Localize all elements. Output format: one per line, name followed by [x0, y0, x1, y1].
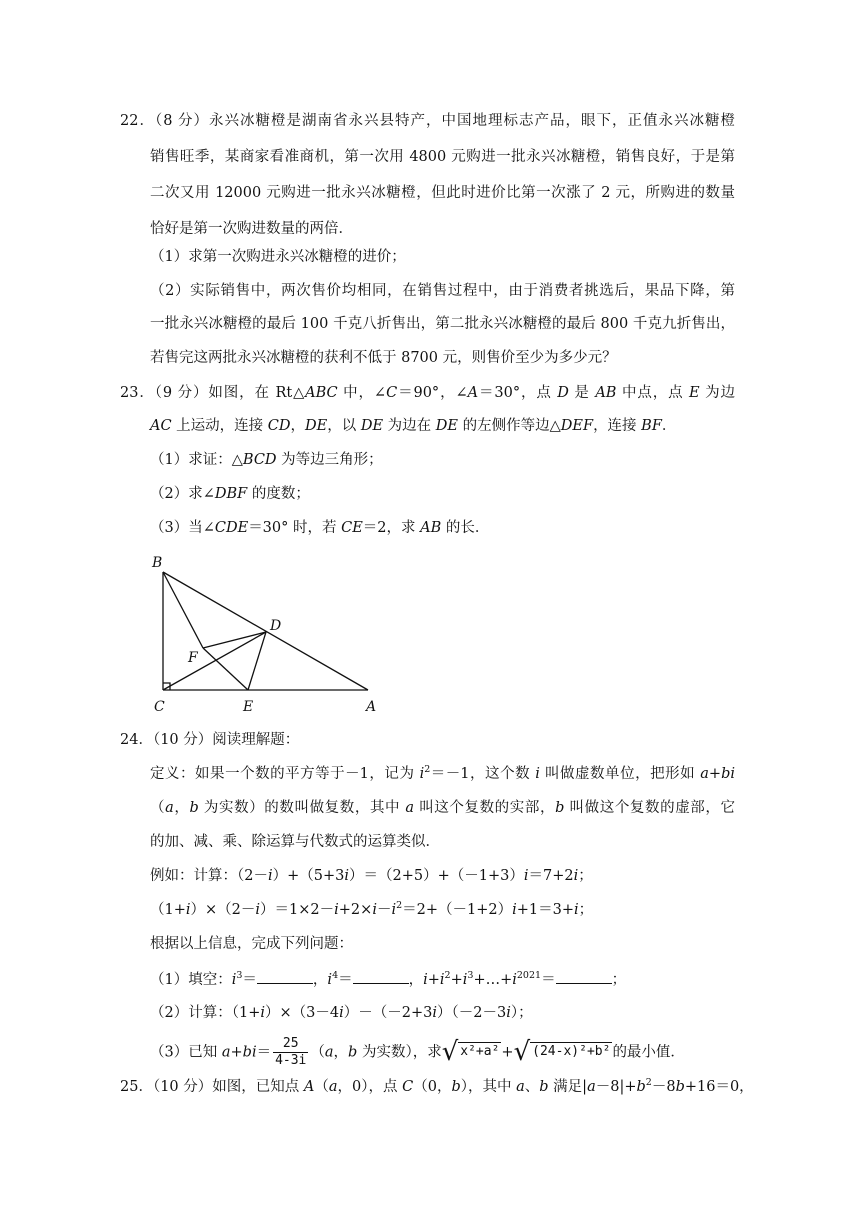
label-b: B: [152, 555, 163, 571]
q22-part-2-line-3: 若售完这两批永兴冰糖橙的获利不低于 8700 元，则售价至少为多少元？: [150, 350, 617, 366]
q24-part-2: （2）计算：（1+i）×（3－4i）－（－2+3i）（－2－3i）；: [150, 1005, 533, 1021]
fraction-numerator: 25: [273, 1036, 308, 1053]
label-e: E: [243, 699, 254, 715]
q22-part-2-line-2: 一批永兴冰糖橙的最后 100 千克八折售出，第二批永兴冰糖橙的最后 800 千克九折售出，: [150, 316, 735, 332]
q24-example-1: 例如：计算：（2－i）+（5+3i）＝（2+5）+（－1+3）i＝7+2i；: [150, 868, 593, 884]
q25-line-1: 25．（10 分）如图，已知点 A（a，0），点 C（0，b），其中 a、b 满足$|a-8|+b^2-8b+16=0$，: [120, 1077, 754, 1095]
label-a: A: [366, 699, 377, 715]
q22-part-1: （1）求第一次购进永兴冰糖橙的进价；: [150, 249, 406, 265]
segment-fd: [203, 632, 266, 648]
q24-given: 根据以上信息，完成下列问题：: [150, 936, 353, 952]
q24-example-2: $(1+i)\times(2-i)=1\times 2-i+2\times i-i^2=2+(-1+2)i+1=3+i$；: [150, 900, 594, 918]
fraction: [273, 1036, 308, 1069]
q24-heading: 24．（10 分）阅读理解题：: [120, 732, 300, 748]
answer-blank-3[interactable]: [556, 969, 612, 984]
answer-blank-2[interactable]: [353, 969, 409, 984]
q22-line-4: 恰好是第一次购进数量的两倍．: [150, 221, 353, 237]
label-f: F: [188, 650, 198, 666]
fraction-denominator: 4-3i: [275, 1053, 307, 1068]
answer-blank-1[interactable]: [257, 969, 313, 984]
q24-part-3-tail: 的最小值．: [612, 1044, 685, 1061]
q22-line-1: 22．（8 分）永兴冰糖橙是湖南省永兴县特产，中国地理标志产品，眼下，正值永兴冰糖橙: [120, 113, 735, 129]
q24-definition-line-2: （a，b 为实数）的数叫做复数，其中 a 叫这个复数的实部，b 叫做这个复数的虚部，它: [150, 800, 735, 816]
q23-part-3: （3）当∠CDE＝30° 时，若 CE＝2，求 AB 的长．: [150, 520, 490, 536]
q24-part-3: （3）已知 a+bi＝ $\frac{25}{4-3i}$ （a，b 为实数），求√ x²+a² +√ (24-x)²+b² 的最小值．: [150, 1036, 685, 1068]
q24-definition-line-3: 的加、减、乘、除运算与代数式的运算类似．: [150, 834, 440, 850]
q22-part-2-line-1: （2）实际销售中，两次售价均相同，在销售过程中，由于消费者挑选后，果品下降，第: [150, 283, 735, 299]
radical-2: √ (24-x)²+b²: [513, 1037, 611, 1068]
q24-definition-line-1: 定义：如果一个数的平方等于－1，记为 $i^2=-1$，这个数 i 叫做虚数单位，把形如 a+bi: [150, 764, 735, 782]
q23-part-2: （2）求∠DBF 的度数；: [150, 486, 310, 502]
q23-line-1: 23．（9 分）如图，在 Rt△ABC 中，∠C＝90°，∠A＝30°，点 D 是 AB 中点，点 E 为边: [120, 385, 736, 401]
q22-line-3: 二次又用 12000 元购进一批永兴冰糖橙，但此时进价比第一次涨了 2 元，所购进的数量: [150, 185, 735, 201]
radical-1: √ x²+a²: [441, 1037, 500, 1068]
label-c: C: [154, 699, 165, 715]
q23-part-1: （1）求证：△BCD 为等边三角形；: [150, 452, 383, 468]
q22-line-2: 销售旺季，某商家看准商机，第一次用 4800 元购进一批永兴冰糖橙，销售良好，于是第: [150, 149, 735, 165]
q24-part-1: （1）填空：$i^3=$ ，$i^4=$ ，$i+i^2+i^3+\dots+i^{2021}=$ ；: [150, 970, 627, 988]
q24-fill-label: （1）填空：: [150, 972, 232, 988]
triangle-figure: [148, 552, 388, 717]
q23-line-2: AC 上运动，连接 CD，DE，以 DE 为边在 DE 的左侧作等边△DEF，连接 BF．: [150, 418, 677, 434]
label-d: D: [270, 618, 282, 634]
